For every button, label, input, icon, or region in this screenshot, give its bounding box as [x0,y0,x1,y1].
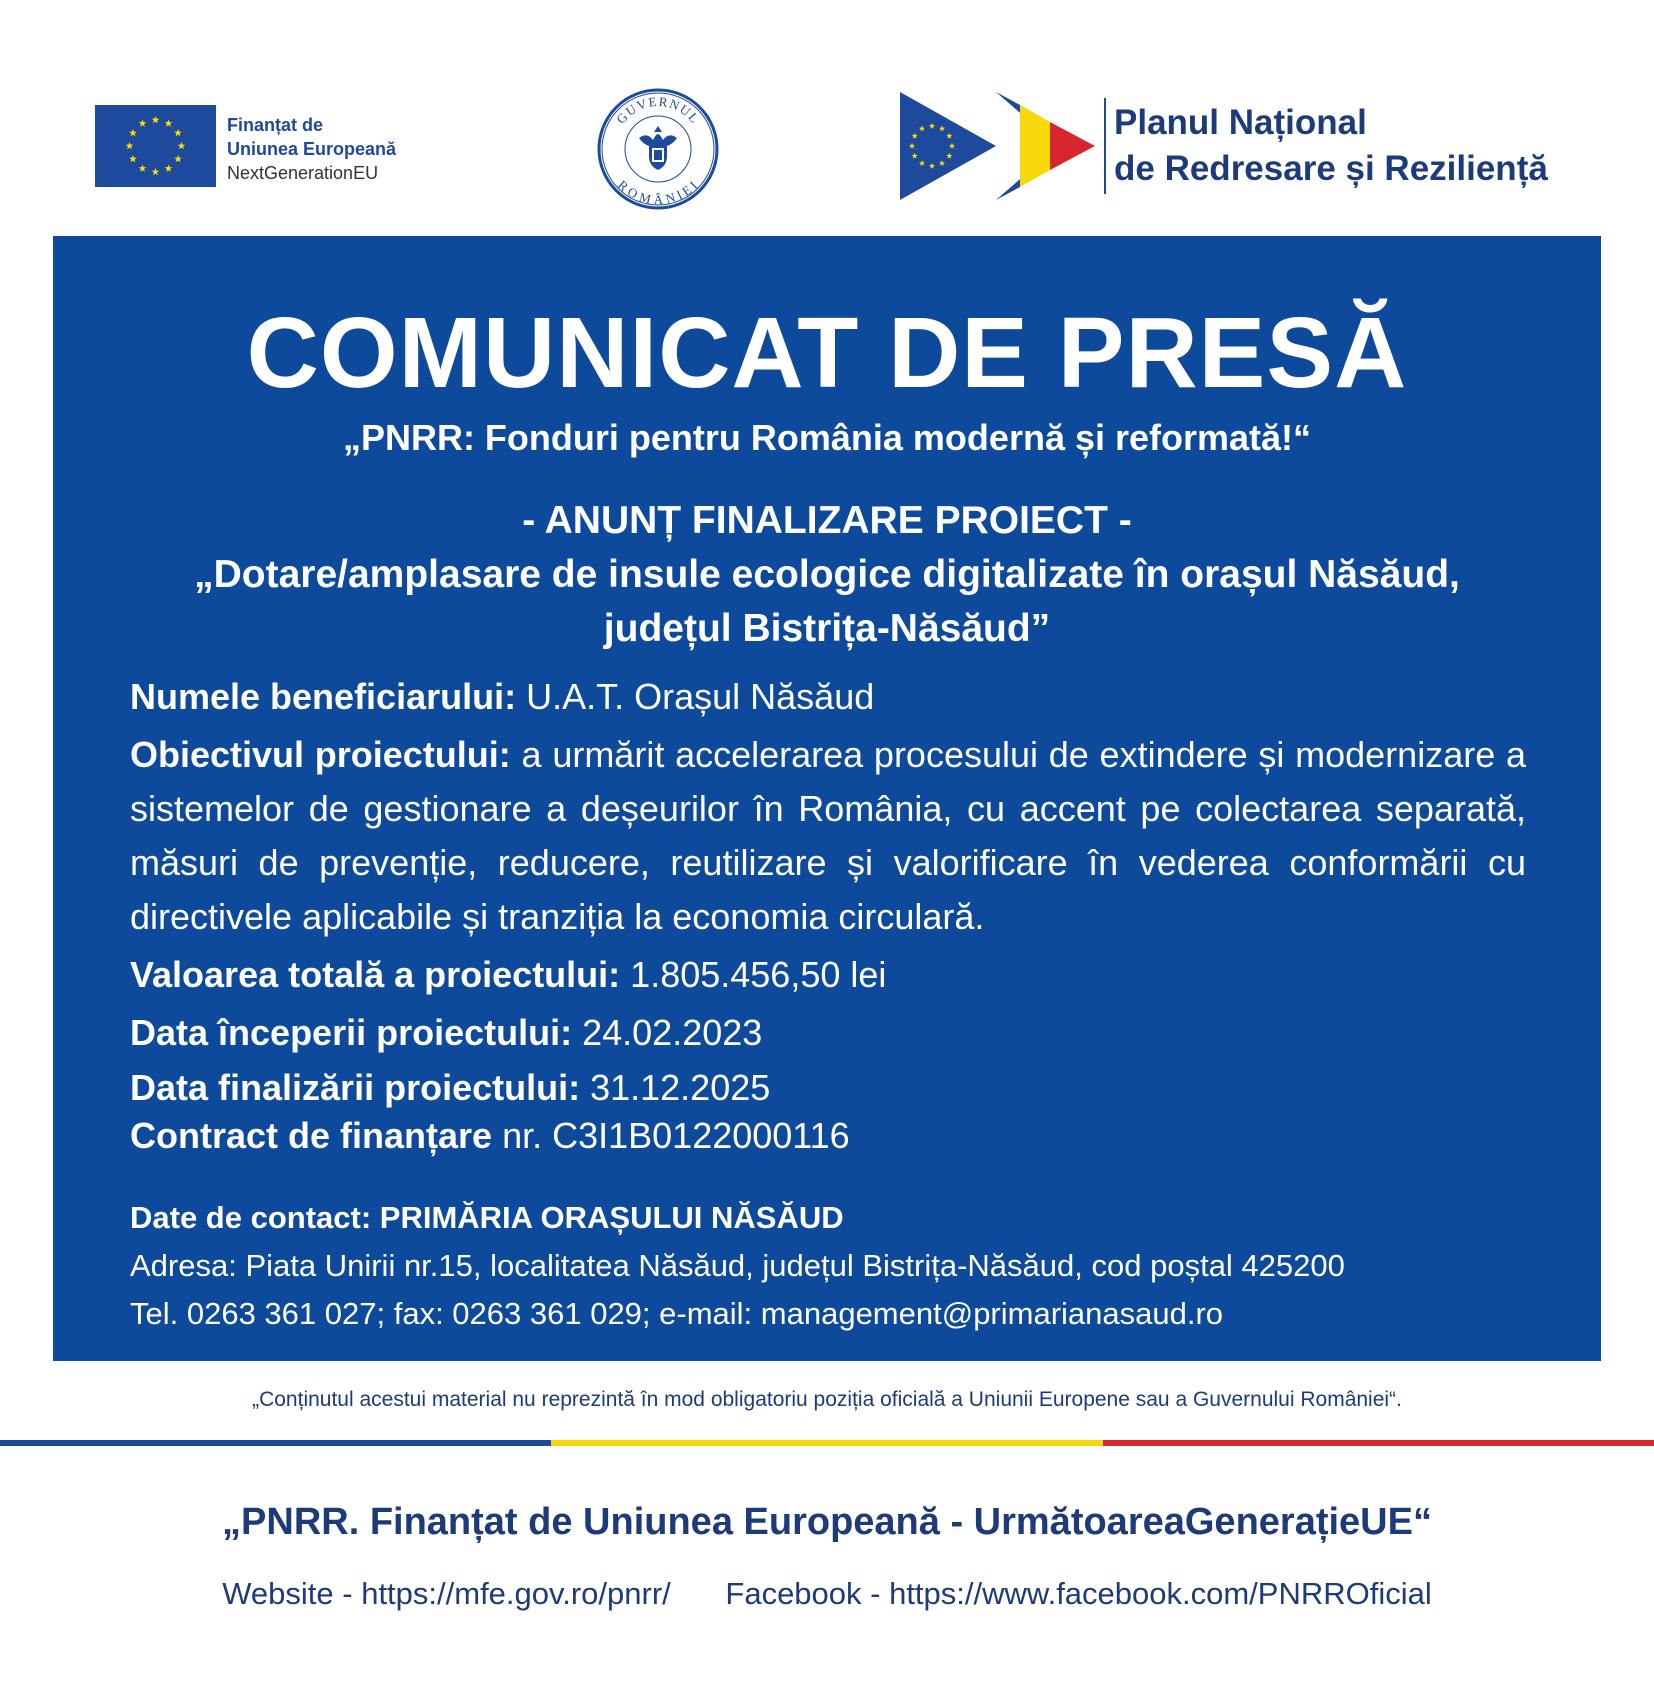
objective-value: a urmărit accelerarea procesului de extindere și modernizare a sistemelor de gestionare a deșeurilor în România, cu accent pe colectarea separată, măsuri de prevenție, reducere, reutilizare și valorificare în vederea conformării cu directivele aplicabile și tranziția la economia circulară. [130,734,1526,937]
website-link[interactable]: Website - https://mfe.gov.ro/pnrr/ [222,1576,671,1611]
press-release-title: COMUNICAT DE PRESĂ [246,297,1408,409]
facebook-link[interactable]: Facebook - https://www.facebook.com/PNRROficial [725,1576,1432,1611]
start-date-value: 24.02.2023 [582,1012,763,1053]
eu-funding-logo [95,105,430,187]
contact-block [130,1194,1550,1338]
eu-logo-line2: Uniunea Europeană [227,139,397,159]
guvernul-romaniei-seal-icon [597,88,719,210]
pnrr-logo-text [1114,100,1548,192]
announcement-heading: - ANUNȚ FINALIZARE PROIECT - [522,499,1132,542]
beneficiary-value: U.A.T. Orașul Năsăud [526,676,875,717]
press-release-panel [53,236,1601,1361]
eu-logo-text [227,113,396,185]
contract-value: nr. C3I1B0122000116 [502,1115,850,1156]
announcement-block [53,494,1601,656]
stripe-blue [0,1440,551,1446]
beneficiary-label: Numele beneficiarului: [130,676,517,717]
project-title-line2: județul Bistrița-Năsăud” [603,607,1051,650]
end-date-row [130,1064,1526,1112]
objective-row [130,728,1526,944]
project-title-line1: „Dotare/amplasare de insule ecologice digitalizate în orașul Năsăud, [194,553,1460,596]
stripe-yellow [551,1440,1103,1446]
footer-links [0,1573,1654,1615]
contact-address: Adresa: Piata Unirii nr.15, localitatea Năsăud, județul Bistrița-Năsăud, cod poștal 425200 [130,1248,1345,1283]
eu-logo-line3: NextGenerationEU [227,163,379,183]
contact-phone-line: Tel. 0263 361 027; fax: 0263 361 029; e-mail: management@primarianasaud.ro [130,1296,1224,1331]
eu-flag-icon [95,105,216,187]
total-value-value: 1.805.456,50 lei [630,954,887,995]
start-date-label: Data începerii proiectului: [130,1012,573,1053]
disclaimer-text: „Conținutul acestui material nu reprezintă în mod obligatoriu poziția oficială a Uniunii Europene sau a Guvernului României“. [252,1388,1402,1411]
seal-text-top: GUVERNUL [613,93,703,127]
pnrr-flag-icon [900,92,1095,200]
pnrr-logo [900,92,1560,200]
beneficiary-row [130,670,1526,724]
stripe-red [1103,1440,1654,1446]
project-details [130,670,1526,1160]
total-value-row [130,948,1526,1002]
end-date-label: Data finalizării proiectului: [130,1067,581,1108]
pnrr-slogan: „PNRR. Finanțat de Uniunea Europeană - UrmătoareaGenerațieUE“ [222,1501,1432,1543]
press-release-subtitle: „PNRR: Fonduri pentru România modernă și reformată!“ [342,417,1312,458]
pnrr-logo-divider [1104,98,1106,194]
end-date-value: 31.12.2025 [590,1067,771,1108]
pnrr-logo-line1: Planul Național [1114,103,1367,142]
total-value-label: Valoarea totală a proiectului: [130,954,621,995]
start-date-row [130,1006,1526,1060]
eu-logo-line1: Finanțat de [227,115,324,135]
contract-label: Contract de finanțare [130,1115,493,1156]
contact-label: Date de contact: PRIMĂRIA ORAȘULUI NĂSĂUD [130,1200,844,1235]
pnrr-logo-line2: de Redresare și Reziliență [1114,149,1548,188]
objective-label: Obiectivul proiectului: [130,734,511,775]
seal-text-bottom: ROMÂNIEI [615,176,702,207]
contract-row [130,1112,1526,1160]
